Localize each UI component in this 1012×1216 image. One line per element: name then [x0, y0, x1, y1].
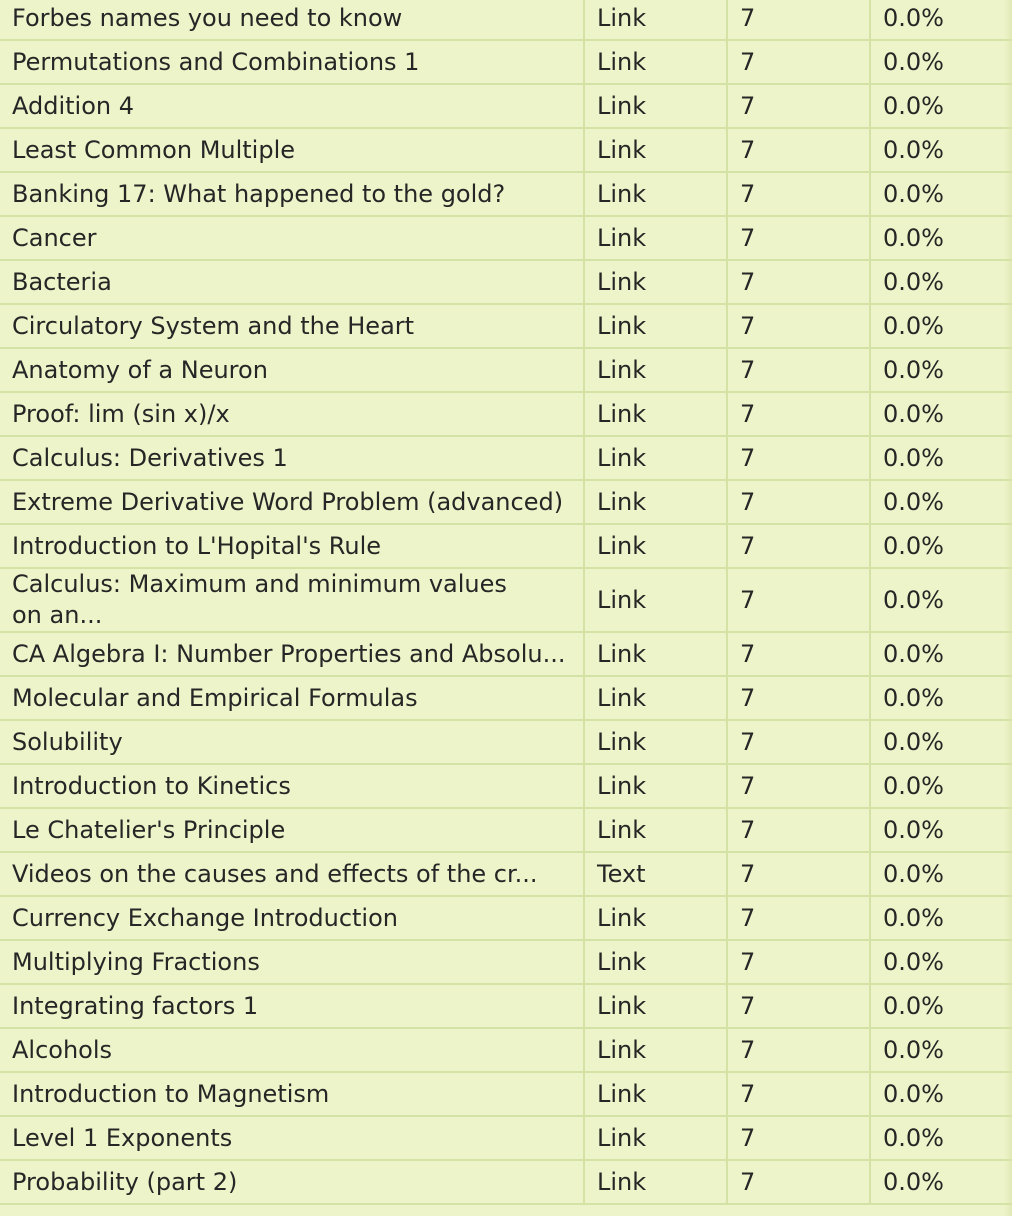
view-count-cell: 7 — [727, 808, 870, 852]
video-title-cell[interactable]: Proof: lim (sin x)/x — [0, 392, 584, 436]
percent-cell: 0.0% — [870, 720, 1012, 764]
video-title-cell[interactable]: Videos on the causes and effects of the cr... — [0, 852, 584, 896]
view-count-cell: 7 — [727, 524, 870, 568]
percent-cell: 0.0% — [870, 1028, 1012, 1072]
view-count-cell: 7 — [727, 216, 870, 260]
content-type-cell: Text — [584, 852, 727, 896]
view-count-cell: 7 — [727, 436, 870, 480]
content-type-cell: Link — [584, 480, 727, 524]
video-title-cell[interactable]: Introduction to L'Hopital's Rule — [0, 524, 584, 568]
percent-cell: 0.0% — [870, 632, 1012, 676]
video-title-cell[interactable]: Circulatory System and the Heart — [0, 304, 584, 348]
percent-cell: 0.0% — [870, 676, 1012, 720]
view-count-cell: 7 — [727, 1116, 870, 1160]
view-count-cell: 7 — [727, 172, 870, 216]
video-title-cell[interactable]: Currency Exchange Introduction — [0, 896, 584, 940]
table-row — [0, 480, 1012, 524]
percent-cell: 0.0% — [870, 1072, 1012, 1116]
percent-cell: 0.0% — [870, 852, 1012, 896]
video-title-cell[interactable]: Solubility — [0, 720, 584, 764]
view-count-cell: 7 — [727, 40, 870, 84]
percent-cell: 0.0% — [870, 40, 1012, 84]
percent-cell: 0.0% — [870, 216, 1012, 260]
table-row — [0, 172, 1012, 216]
table-row — [0, 0, 1012, 40]
content-type-cell: Link — [584, 436, 727, 480]
table-row — [0, 852, 1012, 896]
video-title-cell[interactable]: Bacteria — [0, 260, 584, 304]
table-row — [0, 720, 1012, 764]
percent-cell: 0.0% — [870, 896, 1012, 940]
percent-cell: 0.0% — [870, 436, 1012, 480]
video-title-cell[interactable]: Calculus: Maximum and minimum values on an... — [0, 568, 584, 632]
table-row — [0, 348, 1012, 392]
table-row — [0, 1072, 1012, 1116]
content-type-cell: Link — [584, 524, 727, 568]
view-count-cell: 7 — [727, 852, 870, 896]
content-type-cell: Link — [584, 632, 727, 676]
view-count-cell: 7 — [727, 0, 870, 40]
content-type-cell: Link — [584, 568, 727, 632]
video-title-cell[interactable]: Banking 17: What happened to the gold? — [0, 172, 584, 216]
content-type-cell: Link — [584, 348, 727, 392]
content-type-cell: Link — [584, 260, 727, 304]
percent-cell: 0.0% — [870, 304, 1012, 348]
content-type-cell: Link — [584, 216, 727, 260]
content-type-cell: Link — [584, 720, 727, 764]
percent-cell: 0.0% — [870, 1160, 1012, 1204]
content-type-cell: Link — [584, 1072, 727, 1116]
view-count-cell: 7 — [727, 480, 870, 524]
table-row — [0, 940, 1012, 984]
view-count-cell: 7 — [727, 1160, 870, 1204]
percent-cell: 0.0% — [870, 940, 1012, 984]
table-row — [0, 632, 1012, 676]
content-type-cell: Link — [584, 1116, 727, 1160]
percent-cell: 0.0% — [870, 984, 1012, 1028]
content-type-cell: Link — [584, 940, 727, 984]
content-type-cell: Link — [584, 896, 727, 940]
table-row — [0, 1160, 1012, 1204]
table-row — [0, 568, 1012, 632]
video-title-cell[interactable]: Introduction to Magnetism — [0, 1072, 584, 1116]
percent-cell: 0.0% — [870, 392, 1012, 436]
table-row — [0, 984, 1012, 1028]
content-type-cell: Link — [584, 764, 727, 808]
view-count-cell: 7 — [727, 632, 870, 676]
view-count-cell: 7 — [727, 348, 870, 392]
video-title-cell[interactable]: Molecular and Empirical Formulas — [0, 676, 584, 720]
percent-cell: 0.0% — [870, 524, 1012, 568]
video-title-cell[interactable]: Integrating factors 1 — [0, 984, 584, 1028]
content-type-cell: Link — [584, 304, 727, 348]
view-count-cell: 7 — [727, 984, 870, 1028]
video-title-cell[interactable]: Addition 4 — [0, 84, 584, 128]
view-count-cell: 7 — [727, 392, 870, 436]
video-title-cell[interactable]: Permutations and Combinations 1 — [0, 40, 584, 84]
video-title-cell[interactable]: Le Chatelier's Principle — [0, 808, 584, 852]
table-row — [0, 436, 1012, 480]
content-type-cell: Link — [584, 84, 727, 128]
view-count-cell: 7 — [727, 940, 870, 984]
table-row — [0, 1028, 1012, 1072]
table-row — [0, 808, 1012, 852]
content-type-cell: Link — [584, 172, 727, 216]
content-type-cell: Link — [584, 0, 727, 40]
video-title-cell[interactable]: Multiplying Fractions — [0, 940, 584, 984]
content-type-cell: Link — [584, 40, 727, 84]
video-title-cell[interactable]: Alcohols — [0, 1028, 584, 1072]
percent-cell: 0.0% — [870, 568, 1012, 632]
video-title-cell[interactable]: Least Common Multiple — [0, 128, 584, 172]
video-title-cell[interactable]: Level 1 Exponents — [0, 1116, 584, 1160]
video-title-cell[interactable]: Calculus: Derivatives 1 — [0, 436, 584, 480]
percent-cell: 0.0% — [870, 0, 1012, 40]
table-row — [0, 392, 1012, 436]
percent-cell: 0.0% — [870, 84, 1012, 128]
table-row — [0, 40, 1012, 84]
table-row — [0, 764, 1012, 808]
content-type-cell: Link — [584, 984, 727, 1028]
content-type-cell: Link — [584, 1160, 727, 1204]
view-count-cell: 7 — [727, 304, 870, 348]
video-title-cell[interactable]: Introduction to Kinetics — [0, 764, 584, 808]
view-count-cell: 7 — [727, 260, 870, 304]
table-row — [0, 84, 1012, 128]
percent-cell: 0.0% — [870, 260, 1012, 304]
table-row — [0, 676, 1012, 720]
view-count-cell: 7 — [727, 128, 870, 172]
table-row — [0, 304, 1012, 348]
content-type-cell: Link — [584, 808, 727, 852]
video-title-cell[interactable]: Anatomy of a Neuron — [0, 348, 584, 392]
content-type-cell: Link — [584, 676, 727, 720]
percent-cell: 0.0% — [870, 1116, 1012, 1160]
view-count-cell: 7 — [727, 896, 870, 940]
percent-cell: 0.0% — [870, 808, 1012, 852]
percent-cell: 0.0% — [870, 128, 1012, 172]
video-title-cell[interactable]: Forbes names you need to know — [0, 0, 584, 40]
table-row — [0, 128, 1012, 172]
percent-cell: 0.0% — [870, 764, 1012, 808]
percent-cell: 0.0% — [870, 480, 1012, 524]
content-type-cell: Link — [584, 392, 727, 436]
video-title-cell[interactable]: Probability (part 2) — [0, 1160, 584, 1204]
table-row — [0, 524, 1012, 568]
table-row — [0, 1116, 1012, 1160]
view-count-cell: 7 — [727, 568, 870, 632]
table-row — [0, 260, 1012, 304]
table-row — [0, 216, 1012, 260]
percent-cell: 0.0% — [870, 172, 1012, 216]
video-title-cell[interactable]: Extreme Derivative Word Problem (advanced) — [0, 480, 584, 524]
table-row — [0, 896, 1012, 940]
view-count-cell: 7 — [727, 676, 870, 720]
video-title-cell[interactable]: CA Algebra I: Number Properties and Absolu... — [0, 632, 584, 676]
view-count-cell: 7 — [727, 764, 870, 808]
content-type-cell: Link — [584, 128, 727, 172]
view-count-cell: 7 — [727, 84, 870, 128]
content-type-cell: Link — [584, 1028, 727, 1072]
view-count-cell: 7 — [727, 1028, 870, 1072]
view-count-cell: 7 — [727, 720, 870, 764]
view-count-cell: 7 — [727, 1072, 870, 1116]
video-title-cell[interactable]: Cancer — [0, 216, 584, 260]
percent-cell: 0.0% — [870, 348, 1012, 392]
